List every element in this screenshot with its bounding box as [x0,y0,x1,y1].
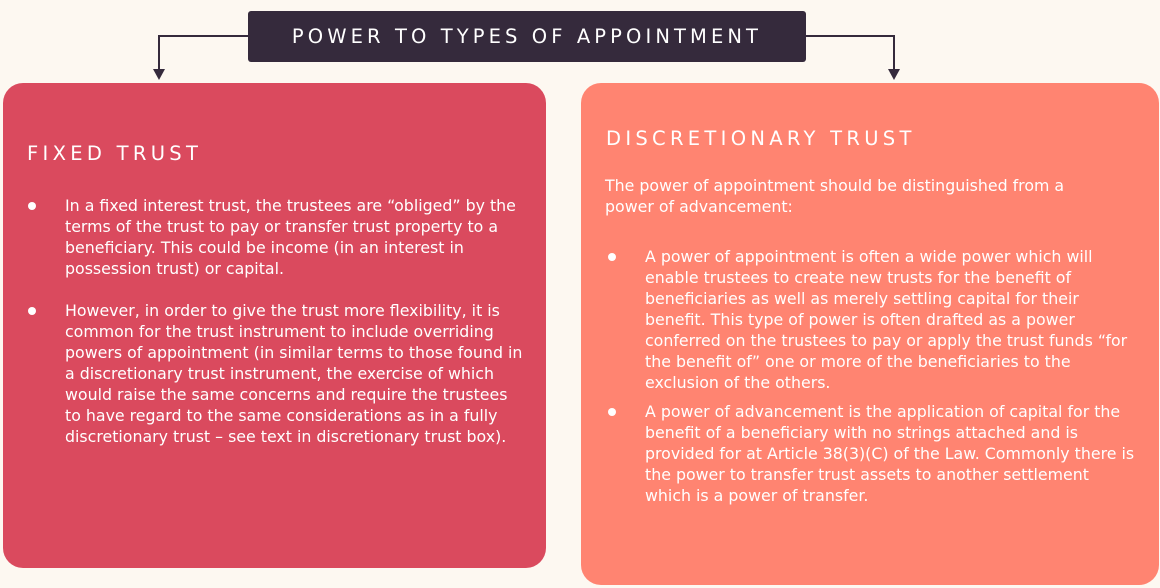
bullet-dot-icon [28,202,36,210]
bullet-dot-icon [608,253,616,261]
arrowhead-left-icon [153,69,165,80]
bullet-dot-icon [28,307,36,315]
discretionary-trust-intro: The power of appointment should be distinguished from a power of advancement: [605,176,1065,216]
fixed-trust-panel [3,83,546,568]
discretionary-trust-bullet-list [605,246,1135,506]
arrowhead-right-icon [888,69,900,80]
bullet-text: However, in order to give the trust more flexibility, it is common for the trust instrument to include overriding powers of appointment (in similar terms to those found in a discretionary trust instrument, the exercise of which would raise the same concerns and require the trustees to have regard to the same considerations as in a fully discretionary trust – see text in discretionary trust box). [65,301,523,446]
fixed-trust-bullet-1 [25,195,525,279]
fixed-trust-bullet-list [25,195,525,447]
bullet-text: A power of appointment is often a wide power which will enable trustees to create new trusts for the benefit of beneficiaries as well as merely settling capital for their benefit. This type of power is often drafted as a power conferred on the trustees to pay or apply the trust funds “for the benefit of” one or more of the beneficiaries to the exclusion of the others. [645,247,1128,392]
fixed-trust-title: FIXED TRUST [27,142,203,165]
discretionary-trust-panel [581,83,1159,585]
fixed-trust-bullet-2 [25,300,525,447]
discretionary-trust-title: DISCRETIONARY TRUST [606,127,916,150]
connector-line-right [806,36,894,71]
discretionary-trust-bullet-2 [605,401,1135,506]
bullet-text: In a fixed interest trust, the trustees are “obliged” by the terms of the trust to pay or transfer trust property to a beneficiary. This could be income (in an interest in possession trust) or capital. [65,196,516,278]
header-box [248,11,806,62]
discretionary-trust-bullet-1 [605,246,1135,393]
bullet-dot-icon [608,408,616,416]
bullet-text: A power of advancement is the application of capital for the benefit of a beneficiary with no strings attached and is provided for at Article 38(3)(C) of the Law. Commonly there is the power to transfer trust assets to another settlement which is a power of transfer. [645,402,1135,505]
header-title: POWER TO TYPES OF APPOINTMENT [291,25,763,48]
connector-line-left [159,36,248,71]
